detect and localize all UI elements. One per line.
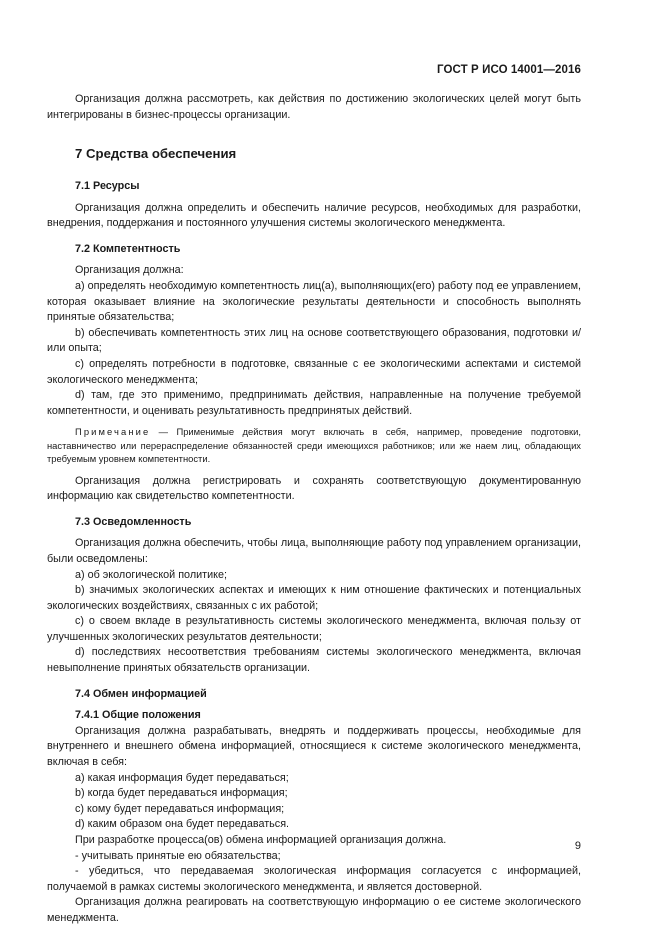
section-7-2-item-a: а) определять необходимую компетентность лиц(а), выполняющих(его) работу под ее управлением, которая оказывает влияние на экологические результаты деятельности и способность выполнять принятые обязательства; bbox=[47, 279, 581, 324]
section-7-4-1-dash-2: - убедиться, что передаваемая экологическая информация согласуется с информацией, получаемой в рамках системы экологического менеджмента, и является достоверной. bbox=[47, 865, 581, 893]
section-7-2-lead: Организация должна: bbox=[75, 264, 184, 277]
section-7-title: 7 Средства обеспечения bbox=[75, 146, 237, 161]
section-7-4-1-title: 7.4.1 Общие положения bbox=[75, 709, 201, 722]
section-7-4-1-process-lead: При разработке процесса(ов) обмена информацией организация должна. bbox=[75, 834, 447, 846]
section-7-3-item-d: d) последствиях несоответствия требованиям системы экологического менеджмента, включая невыполнение принятых обязательств организации. bbox=[47, 646, 581, 675]
section-7-4-title: 7.4 Обмен информацией bbox=[75, 687, 207, 700]
section-7-3-item-b: b) значимых экологических аспектах и имеющих к ним отношение фактических и потенциальных экологических воздействиях, связанных с их работой; bbox=[47, 584, 581, 612]
section-7-3-item-a: а) об экологической политике; bbox=[75, 568, 227, 581]
section-7-2-title: 7.2 Компетентность bbox=[75, 242, 181, 255]
section-7-4-1-closing: Организация должна реагировать на соответствующую информацию о ее системе экологического менеджмента. bbox=[47, 896, 581, 924]
section-7-3-lead: Организация должна обеспечить, чтобы лица, выполняющие работу под управлением организации, были осведомлены: bbox=[47, 537, 581, 565]
section-7-2-item-c: c) определять потребности в подготовке, связанные с ее экологическими аспектами и системой экологического менеджмента; bbox=[47, 357, 581, 386]
intro-paragraph: Организация должна рассмотреть, как действия по достижению экологических целей могут быть интегрированы в бизнес-процессы организации. bbox=[47, 93, 581, 121]
section-7-4-1-item-c: c) кому будет передаваться информация; bbox=[75, 802, 285, 815]
intro-paragraph-block bbox=[47, 92, 581, 123]
note-label: Примечание bbox=[75, 426, 151, 438]
section-7-2-item-d: d) там, где это применимо, предпринимать действия, направленные на получение требуемой компетентности, и оценивать результативность предпринятых действий. bbox=[47, 389, 581, 417]
section-7-4-1-item-a: а) какая информация будет передаваться; bbox=[75, 771, 289, 784]
document-header: ГОСТ Р ИСО 14001—2016 bbox=[436, 64, 581, 76]
section-7-1-text: Организация должна определить и обеспечить наличие ресурсов, необходимых для разработки, внедрения, поддержания и постоянного улучшения системы экологического менеджмента. bbox=[47, 201, 581, 230]
section-7-4-1-dash-1: - учитывать принятые ею обязательства; bbox=[75, 849, 281, 862]
section-7-4-1-item-d: d) каким образом она будет передаваться. bbox=[75, 818, 290, 831]
page-number: 9 bbox=[574, 840, 581, 852]
section-7-2-item-b: b) обеспечивать компетентность этих лиц на основе соответствующего образования, подготовки и/или опыта; bbox=[47, 326, 581, 355]
section-7-content bbox=[47, 179, 581, 927]
note-text: — Применимые действия могут включать в себя, например, проведение подготовки, наставничество или перераспределение обязанностей среди имеющихся работников; или же наем лиц, обладающих требуемым уровнем компетентности. bbox=[47, 426, 581, 465]
section-7-3-title: 7.3 Осведомленность bbox=[75, 515, 192, 528]
section-7-2-closing: Организация должна регистрировать и сохранять соответствующую документированную информацию как свидетельство компетентности. bbox=[47, 474, 581, 503]
section-7-3-item-c: c) о своем вкладе в результативность системы экологического менеджмента, включая пользу от улучшенных экологических результатов деятельности; bbox=[47, 615, 581, 643]
section-7-4-1-lead: Организация должна разрабатывать, внедрять и поддерживать процессы, необходимые для внутреннего и внешнего обмена информацией, относящиеся к системе экологического менеджмента, включая в себя: bbox=[47, 724, 581, 769]
section-7-1-title: 7.1 Ресурсы bbox=[75, 180, 140, 192]
section-7-2-note bbox=[47, 425, 581, 465]
section-7-heading-block bbox=[47, 146, 581, 161]
section-7-4-1-item-b: b) когда будет передаваться информация; bbox=[75, 787, 288, 800]
